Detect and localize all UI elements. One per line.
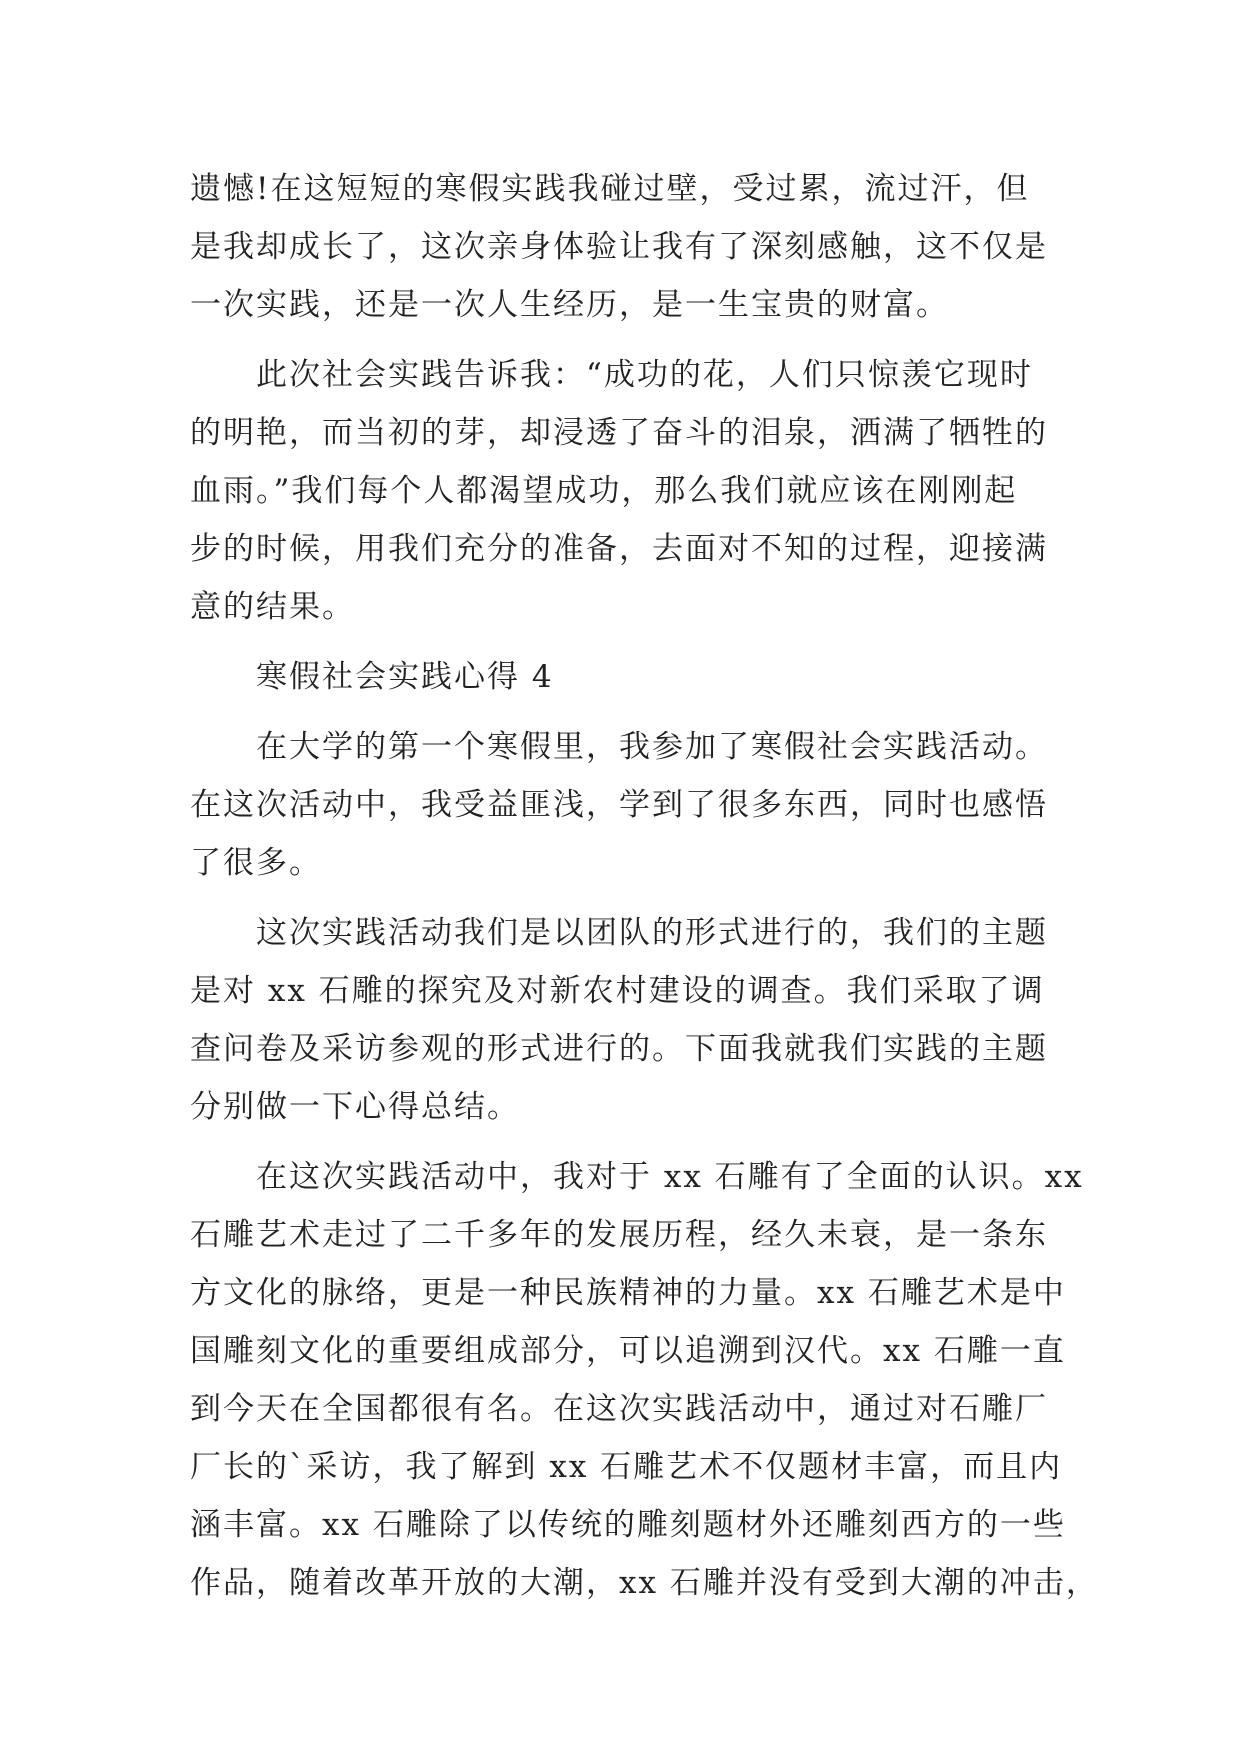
text-line: 作品，随着改革开放的大潮，xx 石雕并没有受到大潮的冲击， — [190, 1565, 1099, 1601]
text-line: 此次社会实践告诉我：“成功的花，人们只惊羡它现时 — [256, 357, 1033, 393]
text-line: 分别做一下心得总结。 — [190, 1089, 520, 1125]
text-line: 查问卷及采访参观的形式进行的。下面我就我们实践的主题 — [190, 1031, 1048, 1067]
text-line: 血雨。”我们每个人都渴望成功，那么我们就应该在刚刚起 — [190, 473, 1018, 509]
text-line: 步的时候，用我们充分的准备，去面对不知的过程，迎接满 — [190, 531, 1048, 567]
text-line: 的明艳，而当初的芽，却浸透了奋斗的泪泉，洒满了牺牲的 — [190, 415, 1048, 451]
text-line: 这次实践活动我们是以团队的形式进行的，我们的主题 — [256, 915, 1048, 951]
text-line: 意的结果。 — [190, 589, 355, 625]
text-line: 是对 xx 石雕的探究及对新农村建设的调查。我们采取了调 — [190, 973, 1045, 1009]
section-title: 寒假社会实践心得 4 — [256, 659, 554, 695]
text-line: 在大学的第一个寒假里，我参加了寒假社会实践活动。 — [256, 729, 1048, 765]
section-heading — [190, 648, 1070, 706]
text-line: 国雕刻文化的重要组成部分，可以追溯到汉代。xx 石雕一直 — [190, 1333, 1066, 1369]
paragraph-team-theme — [190, 904, 1070, 1136]
paragraph-reflection-end — [190, 160, 1070, 334]
document-body — [190, 160, 1099, 1612]
paragraph-intro — [190, 718, 1070, 892]
text-line: 在这次活动中，我受益匪浅，学到了很多东西，同时也感悟 — [190, 787, 1048, 823]
paragraph-stone-carving — [190, 1148, 1099, 1612]
text-line: 遗憾!在这短短的寒假实践我碰过壁，受过累，流过汗，但 — [190, 171, 1030, 207]
text-line: 在这次实践活动中，我对于 xx 石雕有了全面的认识。xx — [256, 1159, 1084, 1195]
text-line: 到今天在全国都很有名。在这次实践活动中，通过对石雕厂 — [190, 1391, 1048, 1427]
text-line: 一次实践，还是一次人生经历，是一生宝贵的财富。 — [190, 287, 949, 323]
text-line: 是我却成长了，这次亲身体验让我有了深刻感触，这不仅是 — [190, 229, 1048, 265]
text-line: 了很多。 — [190, 845, 322, 881]
text-line: 石雕艺术走过了二千多年的发展历程，经久未衰，是一条东 — [190, 1217, 1048, 1253]
text-line: 方文化的脉络，更是一种民族精神的力量。xx 石雕艺术是中 — [190, 1275, 1066, 1311]
text-line: 厂长的`采访，我了解到 xx 石雕艺术不仅题材丰富，而且内 — [190, 1449, 1063, 1485]
text-line: 涵丰富。xx 石雕除了以传统的雕刻题材外还雕刻西方的一些 — [190, 1507, 1066, 1543]
paragraph-success-quote — [190, 346, 1070, 636]
